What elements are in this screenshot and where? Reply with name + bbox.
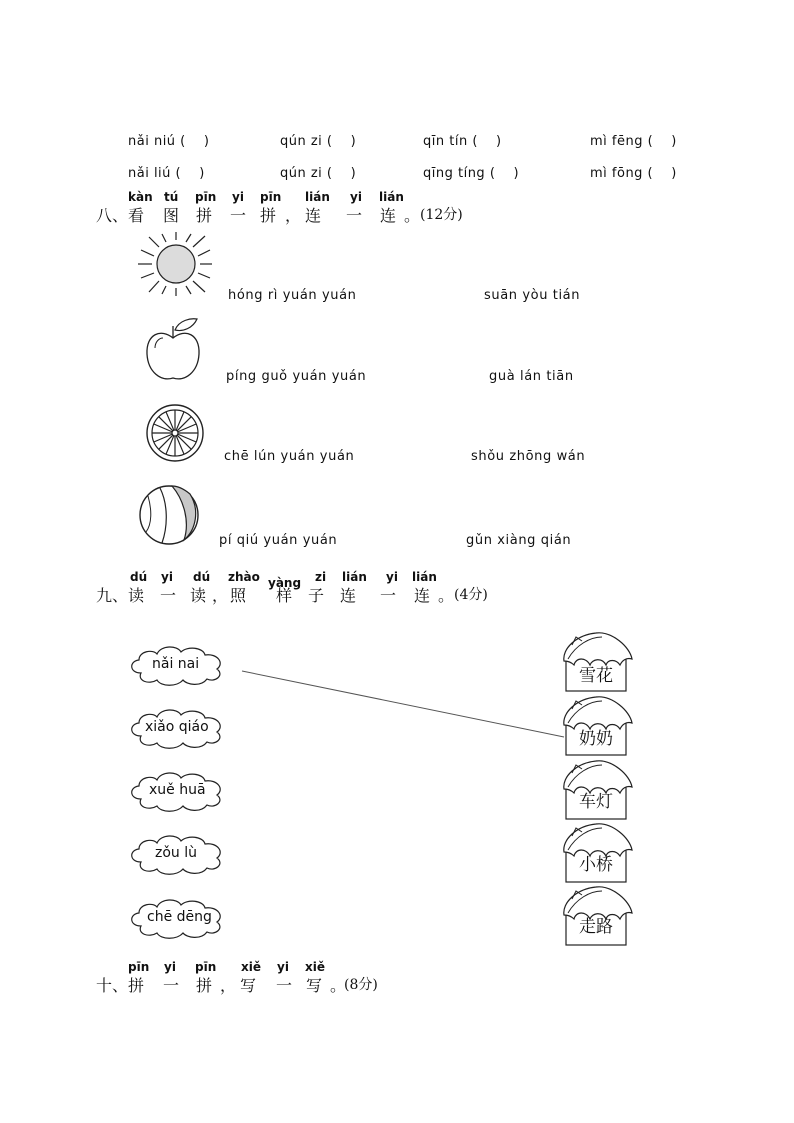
- cloud-label: zǒu lù: [155, 845, 197, 861]
- choice-2a: qún zi ( ): [280, 134, 357, 149]
- apple-left-text: píng guǒ yuán yuán: [226, 369, 367, 384]
- sun-right-text: suān yòu tián: [484, 288, 581, 303]
- house-1[interactable]: [562, 631, 634, 693]
- sun-left-text: hóng rì yuán yuán: [228, 288, 357, 303]
- cloud-label: chē dēng: [147, 909, 212, 925]
- wheel-right-text: shǒu zhōng wán: [471, 449, 586, 464]
- house-3[interactable]: [562, 759, 634, 821]
- house-2[interactable]: [562, 695, 634, 757]
- house-label: 车灯: [579, 792, 613, 812]
- house-label: 小桥: [579, 855, 613, 875]
- house-label: 雪花: [579, 666, 613, 686]
- apple-right-text: guà lán tiān: [489, 369, 574, 384]
- wheel-left-text: chē lún yuán yuán: [224, 449, 355, 464]
- choice-2b: qún zi ( ): [280, 166, 357, 181]
- choice-1a: nǎi niú ( ): [128, 134, 210, 149]
- ball-right-text: gǔn xiàng qián: [466, 533, 572, 548]
- choice-3a: qīn tín ( ): [423, 134, 502, 149]
- section8-number: 八、: [96, 206, 129, 225]
- ball-left-text: pí qiú yuán yuán: [219, 533, 338, 548]
- choice-1b: nǎi liú ( ): [128, 166, 205, 181]
- house-label: 奶奶: [579, 729, 613, 749]
- cloud-label: xuě huā: [149, 782, 206, 798]
- house-label: 走路: [579, 917, 613, 937]
- section9-number: 九、: [96, 586, 129, 605]
- cloud-label: nǎi nai: [152, 656, 200, 672]
- choice-4a: mì fēng ( ): [590, 134, 677, 149]
- cloud-label: xiǎo qiáo: [145, 719, 209, 735]
- house-4[interactable]: [562, 822, 634, 884]
- house-5[interactable]: [562, 885, 634, 947]
- section10-number: 十、: [96, 976, 129, 995]
- choice-4b: mì fōng ( ): [590, 166, 677, 181]
- choice-3b: qīng tíng ( ): [423, 166, 520, 181]
